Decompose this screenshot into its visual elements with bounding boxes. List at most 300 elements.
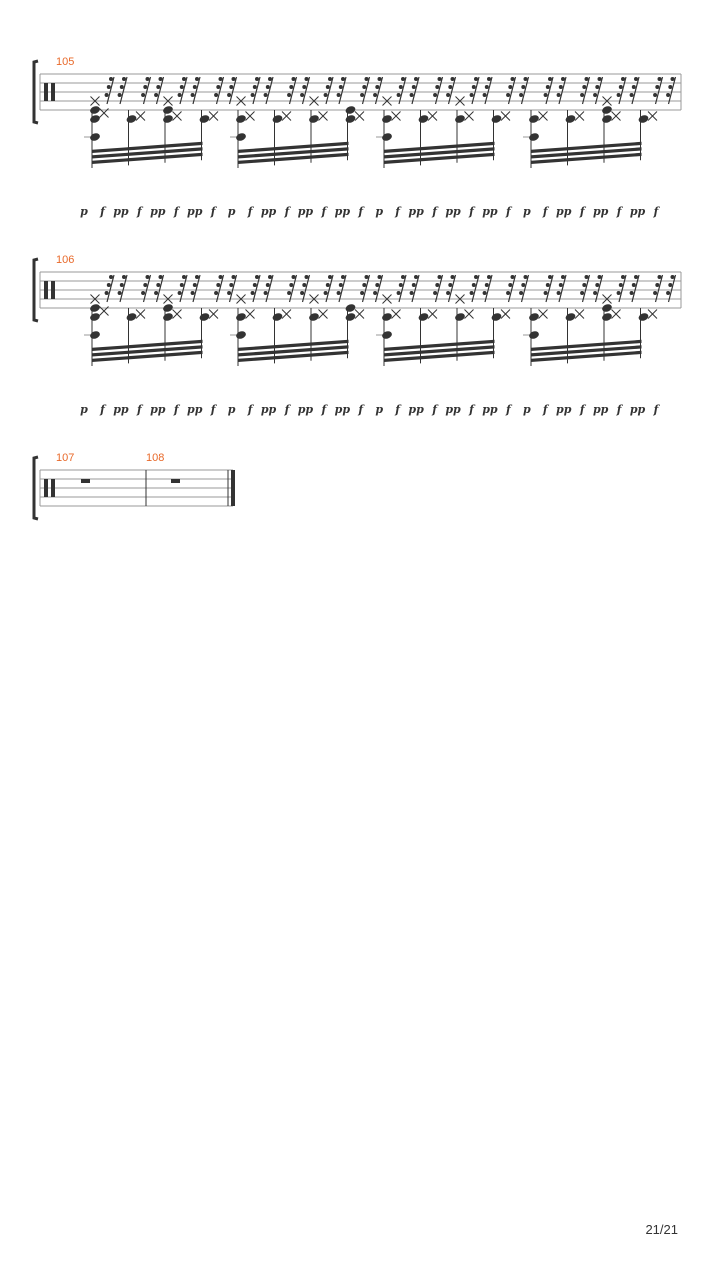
rest-stem: [436, 275, 443, 302]
rest-stem: [180, 77, 187, 104]
notehead: [89, 330, 101, 340]
dynamic-marking: f: [542, 403, 548, 416]
rest-dot: [268, 275, 272, 279]
rest-dot: [251, 291, 255, 295]
rest-dot: [253, 85, 257, 89]
notehead: [345, 312, 357, 322]
rest-stem: [669, 77, 676, 104]
rest-stem: [583, 77, 590, 104]
rest-dot: [617, 93, 621, 97]
rest-dot: [666, 291, 670, 295]
rest-dot: [341, 77, 345, 81]
rest-dot: [216, 85, 220, 89]
dynamic-marking: p: [522, 403, 531, 416]
notehead: [601, 114, 613, 124]
rest-stem: [230, 77, 237, 104]
dynamic-marking: p: [227, 403, 236, 416]
notehead: [565, 114, 577, 124]
rest-dot: [232, 275, 236, 279]
rest-dot: [630, 291, 634, 295]
rest-dot: [146, 77, 150, 81]
dynamics-row: [80, 403, 660, 416]
notehead: [418, 312, 430, 322]
percussion-clef-icon: [44, 281, 48, 299]
rest-dot: [154, 93, 158, 97]
rest-dot: [292, 77, 296, 81]
rest-stem: [656, 275, 663, 302]
dynamic-marking: pp: [629, 403, 646, 416]
rest-dot: [289, 85, 293, 89]
dynamic-marking: f: [247, 205, 253, 218]
dynamic-marking: p: [375, 205, 384, 218]
dynamic-marking: p: [522, 205, 531, 218]
rest-dot: [229, 85, 233, 89]
rest-stem: [656, 77, 663, 104]
rest-dot: [485, 283, 489, 287]
notehead: [565, 312, 577, 322]
rest-dot: [593, 93, 597, 97]
rest-stem: [583, 275, 590, 302]
dynamic-marking: f: [432, 403, 437, 416]
system-106: [34, 254, 681, 416]
rest-dot: [143, 85, 147, 89]
notehead: [528, 312, 540, 322]
dynamic-marking: pp: [556, 403, 572, 416]
dynamic-marking: pp: [408, 403, 424, 416]
rest-dot: [580, 291, 584, 295]
final-barline: [231, 470, 235, 506]
dynamic-marking: f: [653, 403, 659, 416]
rest-dot: [582, 283, 586, 287]
rest-dot: [227, 93, 231, 97]
dynamic-marking: p: [227, 205, 236, 218]
notehead: [162, 105, 174, 115]
rest-stem: [326, 275, 333, 302]
notehead: [89, 132, 101, 142]
notehead: [638, 114, 650, 124]
rest-dot: [508, 283, 512, 287]
rest-stem: [193, 77, 200, 104]
rest-dot: [214, 93, 218, 97]
dynamic-marking: f: [506, 205, 511, 218]
dynamic-marking: pp: [297, 403, 314, 416]
notehead: [528, 330, 540, 340]
dynamic-marking: f: [284, 403, 290, 416]
notehead: [638, 312, 650, 322]
dynamics-row: [80, 205, 660, 218]
rest-dot: [216, 283, 220, 287]
rest-dot: [435, 283, 439, 287]
rest-dot: [519, 93, 523, 97]
rest-dot: [451, 77, 455, 81]
rest-stem: [107, 275, 114, 302]
rest-dot: [619, 85, 623, 89]
rest-dot: [195, 275, 199, 279]
notehead: [199, 312, 211, 322]
rest-dot: [300, 291, 304, 295]
notehead: [454, 312, 466, 322]
dynamic-marking: pp: [445, 403, 461, 416]
rest-dot: [178, 291, 182, 295]
rest-dot: [470, 93, 474, 97]
dynamic-marking: pp: [482, 205, 498, 218]
rest-dot: [410, 93, 414, 97]
rest-dot: [300, 93, 304, 97]
rest-dot: [375, 283, 379, 287]
percussion-clef-icon: [51, 83, 55, 101]
rest-dot: [328, 275, 332, 279]
rest-dot: [519, 291, 523, 295]
rest-dot: [324, 291, 328, 295]
notehead: [345, 105, 357, 115]
notehead: [528, 114, 540, 124]
rest-dot: [378, 77, 382, 81]
rest-dot: [487, 77, 491, 81]
notehead: [235, 312, 247, 322]
notehead: [491, 114, 503, 124]
rest-dot: [446, 291, 450, 295]
notehead: [272, 114, 284, 124]
rest-dot: [524, 275, 528, 279]
notehead: [89, 303, 101, 313]
rest-dot: [118, 93, 122, 97]
rest-dot: [474, 77, 478, 81]
rest-dot: [229, 283, 233, 287]
rest-dot: [324, 93, 328, 97]
dynamic-marking: pp: [445, 205, 461, 218]
rest-stem: [157, 275, 164, 302]
rest-dot: [328, 77, 332, 81]
notehead: [235, 114, 247, 124]
rest-dot: [671, 275, 675, 279]
dynamic-marking: f: [173, 205, 179, 218]
rest-dot: [292, 275, 296, 279]
rest-dot: [585, 275, 589, 279]
dynamic-marking: pp: [187, 205, 203, 218]
rest-dot: [219, 77, 223, 81]
dynamic-marking: f: [616, 403, 622, 416]
dynamic-marking: pp: [260, 205, 277, 218]
rest-stem: [339, 77, 346, 104]
rest-dot: [287, 93, 291, 97]
rest-dot: [193, 283, 197, 287]
system-bracket: [34, 457, 38, 519]
rest-dot: [253, 283, 257, 287]
rest-dot: [433, 93, 437, 97]
rest-stem: [217, 77, 224, 104]
rest-dot: [506, 93, 510, 97]
dynamic-marking: pp: [408, 205, 424, 218]
rest-dot: [544, 291, 548, 295]
rest-dot: [632, 85, 636, 89]
dynamic-marking: f: [395, 205, 401, 218]
notehead: [199, 114, 211, 124]
rest-dot: [191, 291, 195, 295]
rest-dot: [671, 77, 675, 81]
rest-dot: [122, 77, 126, 81]
rest-dot: [109, 275, 113, 279]
rest-stem: [290, 275, 297, 302]
rest-dot: [548, 275, 552, 279]
dynamic-marking: f: [358, 205, 364, 218]
rest-dot: [375, 85, 379, 89]
rest-dot: [365, 77, 369, 81]
rest-dot: [365, 275, 369, 279]
rest-dot: [474, 275, 478, 279]
rest-dot: [451, 275, 455, 279]
half-rest: [171, 479, 180, 483]
notehead: [345, 114, 357, 124]
rest-dot: [668, 283, 672, 287]
rest-dot: [156, 283, 160, 287]
dynamic-marking: p: [80, 403, 88, 416]
rest-dot: [105, 291, 109, 295]
rest-stem: [472, 275, 479, 302]
rest-dot: [180, 85, 184, 89]
rest-dot: [337, 93, 341, 97]
percussion-staff: [34, 457, 235, 519]
notehead: [381, 330, 393, 340]
rest-stem: [485, 77, 492, 104]
dynamic-marking: p: [80, 205, 88, 218]
dynamic-marking: f: [469, 205, 474, 218]
rest-dot: [305, 275, 309, 279]
rest-dot: [655, 283, 659, 287]
rest-dot: [141, 291, 145, 295]
dynamic-marking: f: [210, 205, 216, 218]
notehead: [162, 303, 174, 313]
notehead: [162, 114, 174, 124]
rest-stem: [632, 275, 639, 302]
notehead: [89, 105, 101, 115]
dynamic-marking: p: [375, 403, 384, 416]
note-group: [84, 77, 676, 168]
rest-dot: [302, 85, 306, 89]
rest-stem: [669, 275, 676, 302]
rest-dot: [289, 283, 293, 287]
rest-dot: [559, 283, 563, 287]
rest-dot: [557, 93, 561, 97]
measure-number-107: 107: [56, 452, 75, 464]
rest-stem: [339, 275, 346, 302]
notehead: [308, 114, 320, 124]
rest-dot: [435, 85, 439, 89]
measure-number-106: 106: [56, 254, 75, 266]
dynamic-marking: f: [136, 403, 142, 416]
dynamic-marking: pp: [113, 403, 129, 416]
rest-dot: [412, 283, 416, 287]
rest-dot: [548, 77, 552, 81]
page-number: 21/21: [645, 1222, 678, 1237]
percussion-clef-icon: [51, 479, 55, 497]
rest-dot: [182, 275, 186, 279]
rest-stem: [509, 275, 516, 302]
rest-dot: [159, 275, 163, 279]
notehead: [454, 114, 466, 124]
rest-stem: [144, 275, 151, 302]
rest-stem: [596, 77, 603, 104]
rest-stem: [546, 275, 553, 302]
half-rest: [81, 479, 90, 483]
notehead: [126, 312, 138, 322]
rest-dot: [438, 275, 442, 279]
rest-stem: [107, 77, 114, 104]
dynamic-marking: f: [653, 205, 659, 218]
rest-stem: [363, 275, 370, 302]
rest-dot: [214, 291, 218, 295]
rest-stem: [399, 275, 406, 302]
rest-dot: [653, 291, 657, 295]
rest-stem: [266, 77, 273, 104]
rest-dot: [511, 77, 515, 81]
dynamic-marking: f: [395, 403, 401, 416]
measure-number-105: 105: [56, 56, 75, 68]
notehead: [345, 303, 357, 313]
rest-dot: [593, 291, 597, 295]
dynamic-marking: f: [579, 205, 585, 218]
rest-dot: [264, 291, 268, 295]
percussion-clef-icon: [51, 281, 55, 299]
rest-dot: [156, 85, 160, 89]
dynamic-marking: f: [247, 403, 253, 416]
notehead: [418, 114, 430, 124]
rest-dot: [120, 283, 124, 287]
rest-dot: [266, 283, 270, 287]
rest-dot: [470, 291, 474, 295]
rest-dot: [227, 291, 231, 295]
rest-stem: [436, 77, 443, 104]
rest-dot: [595, 85, 599, 89]
rest-dot: [337, 291, 341, 295]
rest-dot: [410, 291, 414, 295]
rest-dot: [448, 85, 452, 89]
rest-stem: [399, 77, 406, 104]
rest-stem: [619, 77, 626, 104]
notehead: [601, 312, 613, 322]
rest-stem: [376, 275, 383, 302]
notehead: [235, 132, 247, 142]
rest-stem: [303, 77, 310, 104]
rest-dot: [617, 291, 621, 295]
rest-stem: [120, 77, 127, 104]
rest-stem: [559, 275, 566, 302]
notehead: [89, 114, 101, 124]
rest-dot: [255, 275, 259, 279]
rest-dot: [266, 85, 270, 89]
rest-dot: [362, 283, 366, 287]
rest-dot: [178, 93, 182, 97]
rest-dot: [341, 275, 345, 279]
rest-stem: [559, 77, 566, 104]
rest-dot: [621, 275, 625, 279]
rest-stem: [144, 77, 151, 104]
dynamic-marking: f: [542, 205, 548, 218]
rest-stem: [217, 275, 224, 302]
rest-dot: [630, 93, 634, 97]
rest-stem: [376, 77, 383, 104]
rest-dot: [360, 291, 364, 295]
rest-dot: [182, 77, 186, 81]
rest-stem: [619, 275, 626, 302]
system-105: [34, 56, 681, 218]
rest-stem: [412, 275, 419, 302]
notehead: [381, 312, 393, 322]
rest-dot: [557, 291, 561, 295]
rest-dot: [655, 85, 659, 89]
notehead: [272, 312, 284, 322]
rest-dot: [122, 275, 126, 279]
notehead: [381, 132, 393, 142]
dynamic-marking: pp: [334, 403, 351, 416]
system-bracket: [34, 61, 38, 123]
rest-dot: [595, 283, 599, 287]
rest-dot: [339, 283, 343, 287]
measure-number-108: 108: [146, 452, 165, 464]
dynamic-marking: f: [469, 403, 474, 416]
note-group: [84, 275, 676, 366]
rest-dot: [397, 93, 401, 97]
rest-dot: [399, 283, 403, 287]
dynamic-marking: pp: [297, 205, 314, 218]
notehead: [381, 114, 393, 124]
rest-dot: [141, 93, 145, 97]
dynamic-marking: pp: [187, 403, 203, 416]
rest-stem: [266, 275, 273, 302]
rest-dot: [305, 77, 309, 81]
notehead: [601, 105, 613, 115]
rest-stem: [449, 77, 456, 104]
notehead: [528, 132, 540, 142]
rest-stem: [253, 275, 260, 302]
rest-dot: [561, 275, 565, 279]
dynamic-marking: pp: [629, 205, 646, 218]
rest-dot: [485, 85, 489, 89]
rest-dot: [401, 275, 405, 279]
rest-dot: [634, 275, 638, 279]
dynamic-marking: f: [506, 403, 511, 416]
rest-dot: [191, 93, 195, 97]
dynamic-marking: f: [579, 403, 585, 416]
rest-stem: [485, 275, 492, 302]
percussion-clef-icon: [44, 83, 48, 101]
rest-dot: [105, 93, 109, 97]
rest-dot: [559, 85, 563, 89]
notehead: [601, 303, 613, 313]
rest-dot: [653, 93, 657, 97]
rest-dot: [472, 85, 476, 89]
rest-dot: [524, 77, 528, 81]
rest-dot: [195, 77, 199, 81]
rest-dot: [446, 93, 450, 97]
rest-dot: [159, 77, 163, 81]
rest-stem: [449, 275, 456, 302]
rest-dot: [378, 275, 382, 279]
rest-dot: [585, 77, 589, 81]
rest-stem: [522, 275, 529, 302]
rest-dot: [287, 291, 291, 295]
rest-dot: [634, 77, 638, 81]
rest-dot: [118, 291, 122, 295]
rest-dot: [472, 283, 476, 287]
rest-dot: [544, 93, 548, 97]
dynamic-marking: pp: [260, 403, 277, 416]
rest-stem: [632, 77, 639, 104]
rest-stem: [303, 275, 310, 302]
rest-dot: [487, 275, 491, 279]
dynamic-marking: pp: [482, 403, 498, 416]
rest-dot: [506, 291, 510, 295]
rest-dot: [414, 77, 418, 81]
